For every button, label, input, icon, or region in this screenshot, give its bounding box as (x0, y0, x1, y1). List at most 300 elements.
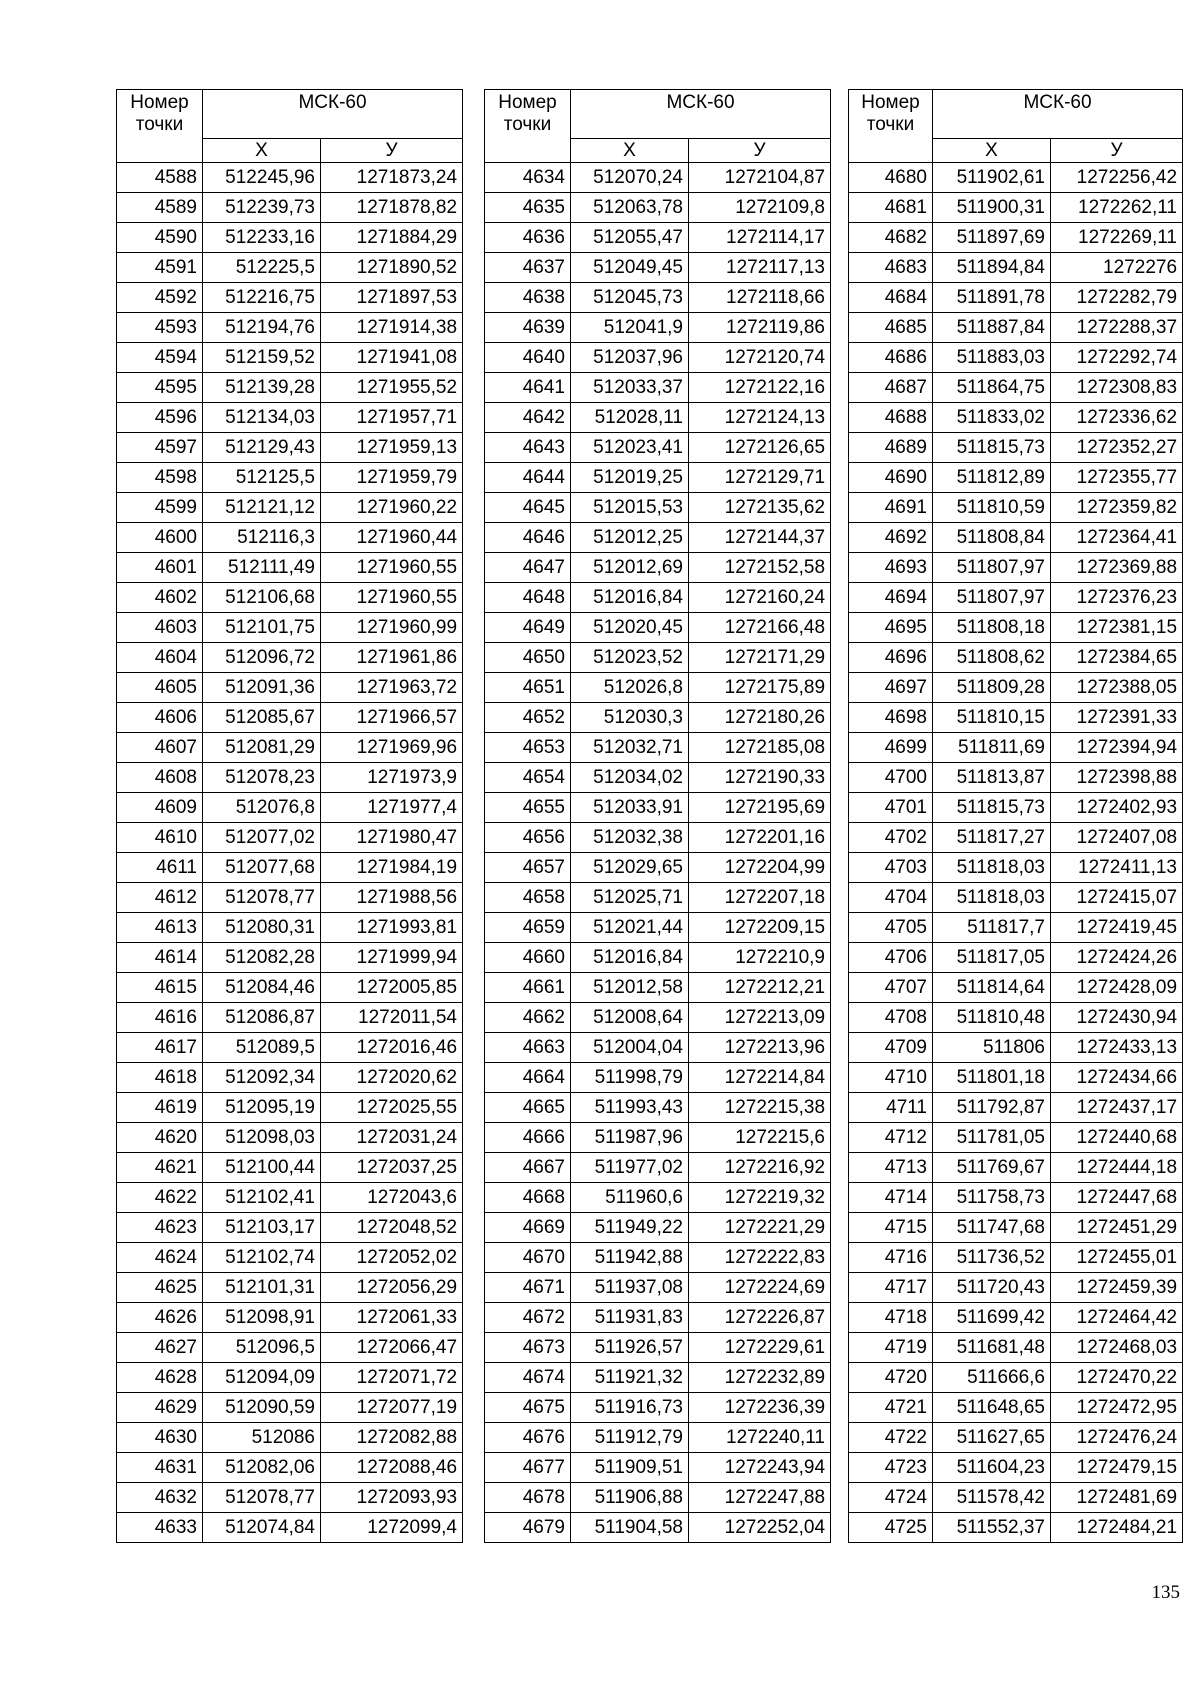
y-coordinate-cell: 1272126,65 (689, 433, 831, 463)
x-coordinate-cell: 511960,6 (571, 1183, 689, 1213)
point-number-cell: 4668 (485, 1183, 571, 1213)
point-number-cell: 4664 (485, 1063, 571, 1093)
table-row (485, 223, 831, 253)
x-coordinate-cell: 512078,77 (203, 883, 321, 913)
table-row (485, 1033, 831, 1063)
table-row (117, 1123, 463, 1153)
y-coordinate-cell: 1272166,48 (689, 613, 831, 643)
x-coordinate-cell: 512111,49 (203, 553, 321, 583)
point-number-cell: 4614 (117, 943, 203, 973)
table-row (117, 253, 463, 283)
y-coordinate-cell: 1272407,08 (1051, 823, 1183, 853)
x-coordinate-cell: 511810,48 (933, 1003, 1051, 1033)
table-row (849, 703, 1183, 733)
x-coordinate-cell: 511720,43 (933, 1273, 1051, 1303)
coordinate-system-header: МСК-60 (203, 90, 463, 139)
point-number-cell: 4597 (117, 433, 203, 463)
point-number-cell: 4609 (117, 793, 203, 823)
y-coordinate-cell: 1272247,88 (689, 1483, 831, 1513)
y-coordinate-cell: 1272082,88 (321, 1423, 463, 1453)
y-coordinate-cell: 1272214,84 (689, 1063, 831, 1093)
y-coordinate-cell: 1272124,13 (689, 403, 831, 433)
x-coordinate-cell: 512055,47 (571, 223, 689, 253)
x-coordinate-cell: 511817,27 (933, 823, 1051, 853)
y-coordinate-cell: 1271897,53 (321, 283, 463, 313)
y-coordinate-cell: 1272369,88 (1051, 553, 1183, 583)
y-coordinate-cell: 1271988,56 (321, 883, 463, 913)
table-row (849, 493, 1183, 523)
y-coordinate-cell: 1272180,26 (689, 703, 831, 733)
table-row (849, 403, 1183, 433)
y-coordinate-cell: 1272071,72 (321, 1363, 463, 1393)
y-coordinate-cell: 1271959,79 (321, 463, 463, 493)
point-number-cell: 4632 (117, 1483, 203, 1513)
x-axis-header: Х (203, 139, 321, 163)
point-number-cell: 4622 (117, 1183, 203, 1213)
point-number-cell: 4679 (485, 1513, 571, 1543)
x-coordinate-cell: 512034,02 (571, 763, 689, 793)
point-number-cell: 4600 (117, 523, 203, 553)
x-coordinate-cell: 512028,11 (571, 403, 689, 433)
table-row (485, 1273, 831, 1303)
x-coordinate-cell: 511781,05 (933, 1123, 1051, 1153)
x-coordinate-cell: 512019,25 (571, 463, 689, 493)
point-number-cell: 4635 (485, 193, 571, 223)
table-row (485, 523, 831, 553)
point-number-cell: 4688 (849, 403, 933, 433)
table-row (117, 493, 463, 523)
x-coordinate-cell: 512245,96 (203, 163, 321, 193)
coordinates-table-3 (848, 89, 1183, 1543)
x-axis-header: Х (571, 139, 689, 163)
table-row (485, 973, 831, 1003)
point-number-cell: 4645 (485, 493, 571, 523)
x-coordinate-cell: 511552,37 (933, 1513, 1051, 1543)
x-coordinate-cell: 511666,6 (933, 1363, 1051, 1393)
table-row (485, 1423, 831, 1453)
x-coordinate-cell: 511931,83 (571, 1303, 689, 1333)
table-row (117, 913, 463, 943)
table-row (485, 643, 831, 673)
point-number-cell: 4621 (117, 1153, 203, 1183)
x-coordinate-cell: 512082,06 (203, 1453, 321, 1483)
x-coordinate-cell: 512098,03 (203, 1123, 321, 1153)
y-coordinate-cell: 1272381,15 (1051, 613, 1183, 643)
point-number-cell: 4708 (849, 1003, 933, 1033)
table-row (485, 1303, 831, 1333)
table-row (485, 1483, 831, 1513)
table-row (117, 433, 463, 463)
point-number-cell: 4626 (117, 1303, 203, 1333)
x-coordinate-cell: 512081,29 (203, 733, 321, 763)
x-coordinate-cell: 512033,37 (571, 373, 689, 403)
x-coordinate-cell: 511808,62 (933, 643, 1051, 673)
y-coordinate-cell: 1272056,29 (321, 1273, 463, 1303)
y-coordinate-cell: 1272376,23 (1051, 583, 1183, 613)
table-row (849, 1333, 1183, 1363)
y-coordinate-cell: 1272061,33 (321, 1303, 463, 1333)
point-number-cell: 4643 (485, 433, 571, 463)
table-row (485, 853, 831, 883)
y-coordinate-cell: 1272212,21 (689, 973, 831, 1003)
point-number-cell: 4711 (849, 1093, 933, 1123)
table-row (849, 853, 1183, 883)
point-number-cell: 4656 (485, 823, 571, 853)
table-row (117, 1003, 463, 1033)
x-coordinate-cell: 511902,61 (933, 163, 1051, 193)
table-row (849, 1453, 1183, 1483)
x-coordinate-cell: 511604,23 (933, 1453, 1051, 1483)
y-coordinate-cell: 1272455,01 (1051, 1243, 1183, 1273)
table-row (117, 553, 463, 583)
point-number-cell: 4705 (849, 913, 933, 943)
x-coordinate-cell: 512023,41 (571, 433, 689, 463)
point-number-cell: 4693 (849, 553, 933, 583)
y-coordinate-cell: 1271960,55 (321, 553, 463, 583)
point-number-cell: 4671 (485, 1273, 571, 1303)
y-coordinate-cell: 1272468,03 (1051, 1333, 1183, 1363)
x-coordinate-cell: 512216,75 (203, 283, 321, 313)
point-number-cell: 4720 (849, 1363, 933, 1393)
point-number-cell: 4692 (849, 523, 933, 553)
y-coordinate-cell: 1272437,17 (1051, 1093, 1183, 1123)
x-coordinate-cell: 511578,42 (933, 1483, 1051, 1513)
table-row (117, 643, 463, 673)
table-row (849, 283, 1183, 313)
y-coordinate-cell: 1272129,71 (689, 463, 831, 493)
table-row (485, 553, 831, 583)
point-number-cell: 4623 (117, 1213, 203, 1243)
y-coordinate-cell: 1272226,87 (689, 1303, 831, 1333)
point-number-cell: 4646 (485, 523, 571, 553)
point-number-cell: 4676 (485, 1423, 571, 1453)
table-row (485, 313, 831, 343)
y-coordinate-cell: 1272204,99 (689, 853, 831, 883)
y-coordinate-cell: 1272093,93 (321, 1483, 463, 1513)
x-coordinate-cell: 511681,48 (933, 1333, 1051, 1363)
y-coordinate-cell: 1272088,46 (321, 1453, 463, 1483)
y-coordinate-cell: 1271955,52 (321, 373, 463, 403)
y-coordinate-cell: 1272109,8 (689, 193, 831, 223)
x-coordinate-cell: 511998,79 (571, 1063, 689, 1093)
point-number-cell: 4706 (849, 943, 933, 973)
point-number-cell: 4666 (485, 1123, 571, 1153)
x-coordinate-cell: 512016,84 (571, 943, 689, 973)
point-number-cell: 4604 (117, 643, 203, 673)
x-coordinate-cell: 512026,8 (571, 673, 689, 703)
table-row (849, 1363, 1183, 1393)
table-row (849, 1393, 1183, 1423)
point-number-cell: 4610 (117, 823, 203, 853)
x-coordinate-cell: 511792,87 (933, 1093, 1051, 1123)
y-coordinate-cell: 1272252,04 (689, 1513, 831, 1543)
point-number-cell: 4694 (849, 583, 933, 613)
table-row (117, 583, 463, 613)
table-row (485, 1093, 831, 1123)
x-coordinate-cell: 512025,71 (571, 883, 689, 913)
point-number-header: Номер точки (117, 90, 203, 163)
y-coordinate-cell: 1272016,46 (321, 1033, 463, 1063)
y-coordinate-cell: 1272440,68 (1051, 1123, 1183, 1153)
x-coordinate-cell: 511815,73 (933, 793, 1051, 823)
x-coordinate-cell: 511813,87 (933, 763, 1051, 793)
table-row (117, 883, 463, 913)
table-row (117, 613, 463, 643)
point-number-cell: 4725 (849, 1513, 933, 1543)
table-row (117, 1093, 463, 1123)
y-coordinate-cell: 1272219,32 (689, 1183, 831, 1213)
table-row (485, 913, 831, 943)
point-number-cell: 4652 (485, 703, 571, 733)
point-number-cell: 4690 (849, 463, 933, 493)
point-number-cell: 4718 (849, 1303, 933, 1333)
point-number-cell: 4628 (117, 1363, 203, 1393)
point-number-cell: 4675 (485, 1393, 571, 1423)
x-coordinate-cell: 512194,76 (203, 313, 321, 343)
x-coordinate-cell: 512074,84 (203, 1513, 321, 1543)
table-row (117, 973, 463, 1003)
y-axis-header: У (689, 139, 831, 163)
y-coordinate-cell: 1272020,62 (321, 1063, 463, 1093)
point-number-cell: 4633 (117, 1513, 203, 1543)
x-coordinate-cell: 512116,3 (203, 523, 321, 553)
table-row (485, 1393, 831, 1423)
y-coordinate-cell: 1271873,24 (321, 163, 463, 193)
x-coordinate-cell: 511648,65 (933, 1393, 1051, 1423)
x-coordinate-cell: 512139,28 (203, 373, 321, 403)
point-number-cell: 4615 (117, 973, 203, 1003)
point-number-cell: 4638 (485, 283, 571, 313)
x-coordinate-cell: 511815,73 (933, 433, 1051, 463)
y-coordinate-cell: 1272005,85 (321, 973, 463, 1003)
y-coordinate-cell: 1272232,89 (689, 1363, 831, 1393)
y-coordinate-cell: 1271969,96 (321, 733, 463, 763)
y-coordinate-cell: 1272117,13 (689, 253, 831, 283)
y-coordinate-cell: 1271999,94 (321, 943, 463, 973)
point-number-cell: 4616 (117, 1003, 203, 1033)
x-coordinate-cell: 512084,46 (203, 973, 321, 1003)
coordinate-system-header: МСК-60 (571, 90, 831, 139)
table-row (117, 853, 463, 883)
table-row (117, 1513, 463, 1543)
table-row (849, 1153, 1183, 1183)
y-coordinate-cell: 1272428,09 (1051, 973, 1183, 1003)
table-row (117, 1483, 463, 1513)
point-number-cell: 4691 (849, 493, 933, 523)
point-number-cell: 4617 (117, 1033, 203, 1063)
x-coordinate-cell: 512239,73 (203, 193, 321, 223)
y-coordinate-cell: 1272282,79 (1051, 283, 1183, 313)
point-number-cell: 4672 (485, 1303, 571, 1333)
point-number-cell: 4703 (849, 853, 933, 883)
table-row (485, 793, 831, 823)
y-coordinate-cell: 1271973,9 (321, 763, 463, 793)
x-coordinate-cell: 511809,28 (933, 673, 1051, 703)
point-number-cell: 4608 (117, 763, 203, 793)
table-row (485, 583, 831, 613)
point-number-header: Номер точки (485, 90, 571, 163)
y-coordinate-cell: 1272352,27 (1051, 433, 1183, 463)
table-row (117, 1393, 463, 1423)
y-axis-header: У (321, 139, 463, 163)
x-coordinate-cell: 512012,25 (571, 523, 689, 553)
y-coordinate-cell: 1272171,29 (689, 643, 831, 673)
point-number-cell: 4663 (485, 1033, 571, 1063)
x-coordinate-cell: 512077,68 (203, 853, 321, 883)
table-row (485, 193, 831, 223)
point-number-cell: 4637 (485, 253, 571, 283)
y-coordinate-cell: 1272364,41 (1051, 523, 1183, 553)
table-row (849, 793, 1183, 823)
y-coordinate-cell: 1272433,13 (1051, 1033, 1183, 1063)
point-number-cell: 4699 (849, 733, 933, 763)
y-coordinate-cell: 1271963,72 (321, 673, 463, 703)
y-coordinate-cell: 1272484,21 (1051, 1513, 1183, 1543)
table-row (849, 583, 1183, 613)
y-coordinate-cell: 1272472,95 (1051, 1393, 1183, 1423)
y-coordinate-cell: 1272394,94 (1051, 733, 1183, 763)
y-coordinate-cell: 1272099,4 (321, 1513, 463, 1543)
y-coordinate-cell: 1272119,86 (689, 313, 831, 343)
x-coordinate-cell: 512125,5 (203, 463, 321, 493)
x-coordinate-cell: 511909,51 (571, 1453, 689, 1483)
y-coordinate-cell: 1272118,66 (689, 283, 831, 313)
table-row (849, 313, 1183, 343)
x-coordinate-cell: 512233,16 (203, 223, 321, 253)
point-number-cell: 4689 (849, 433, 933, 463)
y-coordinate-cell: 1272190,33 (689, 763, 831, 793)
y-coordinate-cell: 1272043,6 (321, 1183, 463, 1213)
point-number-cell: 4721 (849, 1393, 933, 1423)
y-coordinate-cell: 1272210,9 (689, 943, 831, 973)
point-number-cell: 4649 (485, 613, 571, 643)
point-number-cell: 4661 (485, 973, 571, 1003)
y-coordinate-cell: 1271959,13 (321, 433, 463, 463)
point-number-cell: 4658 (485, 883, 571, 913)
x-coordinate-cell: 512102,74 (203, 1243, 321, 1273)
table-row (117, 313, 463, 343)
y-coordinate-cell: 1272236,39 (689, 1393, 831, 1423)
point-number-header: Номер точки (849, 90, 933, 163)
point-number-cell: 4712 (849, 1123, 933, 1153)
point-number-cell: 4662 (485, 1003, 571, 1033)
y-coordinate-cell: 1272160,24 (689, 583, 831, 613)
point-number-cell: 4722 (849, 1423, 933, 1453)
point-number-cell: 4669 (485, 1213, 571, 1243)
point-number-cell: 4717 (849, 1273, 933, 1303)
point-number-cell: 4602 (117, 583, 203, 613)
point-number-cell: 4627 (117, 1333, 203, 1363)
table-row (849, 1123, 1183, 1153)
y-coordinate-cell: 1272308,83 (1051, 373, 1183, 403)
x-coordinate-cell: 512023,52 (571, 643, 689, 673)
table-row (849, 733, 1183, 763)
point-number-cell: 4630 (117, 1423, 203, 1453)
y-coordinate-cell: 1271890,52 (321, 253, 463, 283)
x-coordinate-cell: 511949,22 (571, 1213, 689, 1243)
table-row (117, 703, 463, 733)
table-row (117, 793, 463, 823)
x-coordinate-cell: 511894,84 (933, 253, 1051, 283)
table-row (117, 1363, 463, 1393)
y-coordinate-cell: 1272201,16 (689, 823, 831, 853)
point-number-cell: 4674 (485, 1363, 571, 1393)
point-number-cell: 4606 (117, 703, 203, 733)
point-number-cell: 4605 (117, 673, 203, 703)
point-number-cell: 4612 (117, 883, 203, 913)
table-row (117, 163, 463, 193)
point-number-cell: 4607 (117, 733, 203, 763)
point-number-cell: 4714 (849, 1183, 933, 1213)
x-coordinate-cell: 512041,9 (571, 313, 689, 343)
y-coordinate-cell: 1271984,19 (321, 853, 463, 883)
x-coordinate-cell: 511921,32 (571, 1363, 689, 1393)
y-coordinate-cell: 1271960,44 (321, 523, 463, 553)
table-row (849, 643, 1183, 673)
y-coordinate-cell: 1271960,55 (321, 583, 463, 613)
x-coordinate-cell: 512086,87 (203, 1003, 321, 1033)
x-coordinate-cell: 512070,24 (571, 163, 689, 193)
table-row (117, 823, 463, 853)
x-coordinate-cell: 511937,08 (571, 1273, 689, 1303)
x-coordinate-cell: 511817,7 (933, 913, 1051, 943)
y-coordinate-cell: 1272388,05 (1051, 673, 1183, 703)
x-coordinate-cell: 512076,8 (203, 793, 321, 823)
table-row (849, 253, 1183, 283)
point-number-cell: 4648 (485, 583, 571, 613)
x-coordinate-cell: 511864,75 (933, 373, 1051, 403)
x-coordinate-cell: 511810,59 (933, 493, 1051, 523)
y-coordinate-cell: 1272011,54 (321, 1003, 463, 1033)
x-coordinate-cell: 512016,84 (571, 583, 689, 613)
point-number-cell: 4665 (485, 1093, 571, 1123)
table-row (117, 1183, 463, 1213)
y-coordinate-cell: 1272215,6 (689, 1123, 831, 1153)
table-row (849, 823, 1183, 853)
point-number-cell: 4700 (849, 763, 933, 793)
point-number-cell: 4641 (485, 373, 571, 403)
table-row (117, 1423, 463, 1453)
y-coordinate-cell: 1272224,69 (689, 1273, 831, 1303)
table-row (485, 463, 831, 493)
x-coordinate-cell: 512077,02 (203, 823, 321, 853)
table-row (117, 1333, 463, 1363)
y-coordinate-cell: 1272470,22 (1051, 1363, 1183, 1393)
x-coordinate-cell: 512078,77 (203, 1483, 321, 1513)
x-coordinate-cell: 512121,12 (203, 493, 321, 523)
point-number-cell: 4650 (485, 643, 571, 673)
point-number-cell: 4686 (849, 343, 933, 373)
point-number-cell: 4670 (485, 1243, 571, 1273)
x-coordinate-cell: 511818,03 (933, 853, 1051, 883)
x-coordinate-cell: 512012,58 (571, 973, 689, 1003)
y-coordinate-cell: 1272209,15 (689, 913, 831, 943)
x-coordinate-cell: 511699,42 (933, 1303, 1051, 1333)
table-row (485, 703, 831, 733)
point-number-cell: 4590 (117, 223, 203, 253)
point-number-cell: 4685 (849, 313, 933, 343)
x-coordinate-cell: 512103,17 (203, 1213, 321, 1243)
table-row (117, 1033, 463, 1063)
x-coordinate-cell: 512102,41 (203, 1183, 321, 1213)
y-coordinate-cell: 1272451,29 (1051, 1213, 1183, 1243)
x-coordinate-cell: 511977,02 (571, 1153, 689, 1183)
x-coordinate-cell: 511747,68 (933, 1213, 1051, 1243)
point-number-cell: 4591 (117, 253, 203, 283)
table-row (485, 1453, 831, 1483)
table-row (849, 373, 1183, 403)
x-coordinate-cell: 512012,69 (571, 553, 689, 583)
